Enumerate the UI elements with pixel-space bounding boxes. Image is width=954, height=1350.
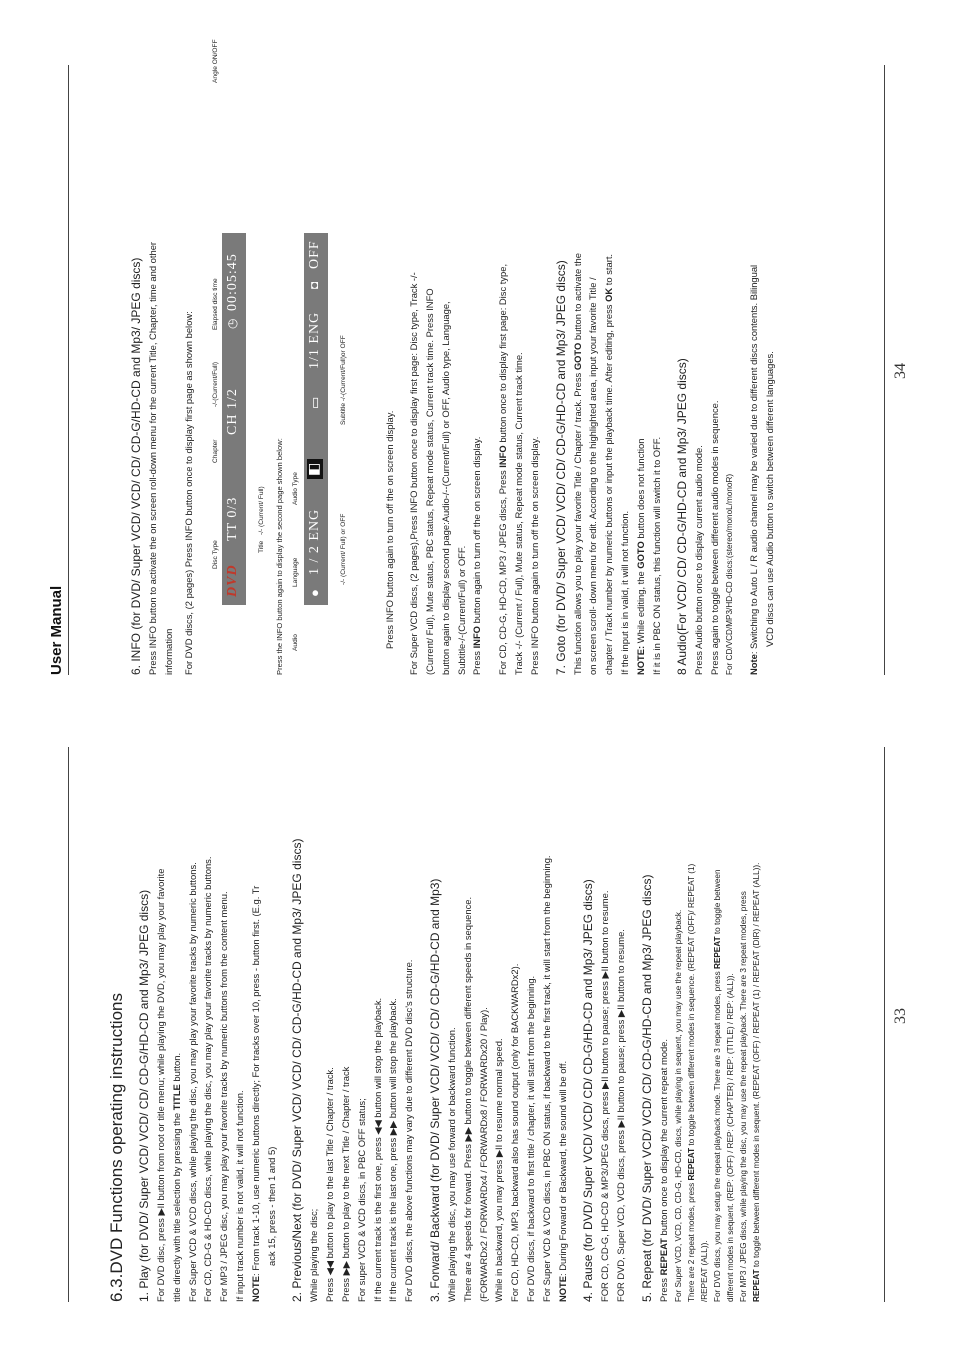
fwdbwd-line: While playing the disc, you may use forward or backward function. bbox=[445, 1027, 457, 1302]
audio-type-icon: ◧ bbox=[307, 459, 323, 479]
play-line: If input track number is not valid, it will not function. bbox=[233, 1090, 245, 1302]
osd-first-page bbox=[222, 233, 246, 605]
play-note: NOTE: From track 1-10, use numeric buttons directly; For tracks over 10, press - button first. (E.g. Tr bbox=[249, 885, 261, 1302]
bottom-rule bbox=[884, 65, 885, 675]
info-more-line: Press INFO button again to turn off the on screen display. bbox=[384, 410, 396, 649]
repeat-line: For MP3 / JPEG discs, while playing the disc, you may use the repeat playback. There are 3 repeat modes, press bbox=[738, 891, 748, 1302]
info-heading: 6. INFO (for DVD/ Super VCD/ VCD/ CD/ CD-G/HD-CD and Mp3/ JPEG discs) bbox=[129, 257, 143, 675]
osd-diagram bbox=[200, 35, 376, 675]
label-audio: Audio bbox=[292, 634, 300, 651]
osd-angle: OFF bbox=[307, 240, 323, 269]
pause-line: FOR DVD, Super VCD, VCD discs, press ▶II button to pause; press ▶II button to resume. bbox=[615, 929, 627, 1302]
second-page-caption: Press the INFO button again to display the second page shown below: bbox=[275, 438, 285, 675]
osd-title: TT 0/3 bbox=[225, 496, 241, 541]
prevnext-heading: 2. Previous/Next (for DVD/ Super VCD/ VCD/ CD/ CD-G/HD-CD and Mp3/ JPEG discs) bbox=[290, 838, 305, 1302]
info-more-line: Press INFO button again to turn off the on screen display. bbox=[471, 436, 483, 675]
repeat-line: For DVD discs, you may setup the repeat playback mode. There are 3 repeat modes, press REPEAT to toggle between bbox=[712, 869, 722, 1302]
label-title-range: -/- (Current/ Full) bbox=[258, 486, 266, 535]
pause-line: FOR CD, CD-G, HD-CD & MP3/JPEG discs, press ▶II button to pause; press ▶II button to resume. bbox=[599, 890, 611, 1302]
osd-time: 00:05:45 bbox=[225, 253, 241, 311]
goto-line: This function allows you to play your favorite Title / Chapter / track. Press GOTO button to activate the bbox=[571, 253, 583, 675]
osd-second-page bbox=[304, 233, 328, 605]
audio-line: For CD/VCD/MP3/HD-CD discs:(stereo/monoL/monoR) bbox=[724, 473, 734, 675]
audio-line: Press again to toggle between different audio modes in sequence. bbox=[709, 400, 721, 675]
fwdbwd-line: For CD, HD-CD, MP3, backward also has sound output (only for BACKWARDx2). bbox=[509, 963, 521, 1302]
goto-line: on screen scroll- down menu for edit. According to the highlighted area, input your favorite Title / bbox=[587, 277, 599, 675]
page-number: 33 bbox=[892, 1008, 909, 1024]
audio-line: Press Audio button once to display current audio mode. bbox=[693, 445, 705, 675]
bottom-rule bbox=[884, 747, 885, 1302]
prevnext-line: For DVD discs, the above functions may vary due to different DVD disc's structure. bbox=[403, 959, 415, 1302]
play-line: title directly with title selection by pressing the TITLE button. bbox=[170, 1052, 182, 1302]
info-line: For DVD discs, (2 pages) Press INFO button once to display first page as shown below: bbox=[182, 311, 194, 675]
section-main-title: 6.3.DVD Functions operating instructions bbox=[107, 993, 126, 1302]
play-heading: 1. Play (for DVD/ Super VCD/ VCD/ CD/ CD-G/HD-CD and Mp3/ JPEG discs) bbox=[137, 889, 151, 1302]
label-chapter-range: -/-(Current/Full) bbox=[212, 361, 220, 407]
info-line: information bbox=[162, 628, 174, 675]
pause-heading: 4. Pause (for DVD/ Super VCD/ VCD/ CD/ CD-G/HD-CD and Mp3/ JPEG discs) bbox=[581, 879, 596, 1302]
audio-note-cont: VCD discs can use Audio button to switch between different languages. bbox=[763, 351, 775, 647]
info-more-line: button again to display second page:Audio-/--(Current/Full) or OFF, Audio type, Language, bbox=[439, 301, 451, 675]
audio-disc-icon: ● bbox=[307, 588, 323, 597]
label-disc-type: Disc Type bbox=[212, 540, 220, 569]
prevnext-line: While playing the disc; bbox=[308, 1208, 320, 1302]
info-more-line: Subtitle-/-(Current/Full) or OFF. bbox=[455, 545, 467, 675]
repeat-line: Press REPEAT button once to display the current repeat mode. bbox=[657, 1038, 669, 1302]
label-chapter: Chapter bbox=[212, 439, 220, 463]
page-34-body bbox=[128, 35, 778, 675]
page-33-body bbox=[136, 702, 763, 1302]
info-more-line: (Current/ Full), Mute status, PBC status, Repeat mode status, Current track time. Press INFO bbox=[423, 288, 435, 675]
osd-audio: 1 / 2 ENG bbox=[307, 508, 323, 575]
play-line: For Super VCD & VCD discs, while playing the disc, you may play your favorite tracks by numeric buttons. bbox=[186, 862, 198, 1302]
label-audio-type: Audio Type bbox=[292, 472, 300, 505]
osd-chapter: CH 1/2 bbox=[225, 388, 241, 435]
top-rule bbox=[68, 65, 69, 675]
fwdbwd-line: (FORWARDx2 / FORWARDx4 / FORWARDx8 / FORWARDx20 / Play). bbox=[477, 1007, 489, 1302]
label-elapsed: Elapsed disc time bbox=[212, 278, 220, 330]
page-33 bbox=[0, 675, 954, 1350]
prevnext-line: If the current track is the first one, press ◀◀ button will stop the playback. bbox=[371, 997, 383, 1302]
repeat-line: different modes in sequent. (REP: (OFF) / REP: (CHAPTER) / REP: (TITLE) / REP: (ALL)). bbox=[725, 973, 735, 1302]
fwdbwd-line: There are 4 speeds for forward. Press ▶▶ button to toggle between different speeds in sequence. bbox=[461, 896, 473, 1302]
goto-line: chapter / Track number by numeric buttons or input the playback time. After editing, press OK to start. bbox=[603, 253, 615, 675]
label-subtitle-range: Subtitle -/-(Current/Full)or OFF bbox=[340, 335, 348, 425]
fwdbwd-heading: 3. Forward/ Backward (for DVD/ Super VCD/ VCD/ CD/ CD-G/HD-CD and Mp3) bbox=[427, 878, 442, 1302]
label-angle: Angle ON/OFF bbox=[212, 39, 220, 83]
info-more-line: For CD, CD-G, HD-CD, MP3 / JPEG discs, Press INFO button once to display first page: Disc type, bbox=[497, 263, 509, 675]
info-more-line: Press INFO button again to turn off the on screen display. bbox=[528, 436, 540, 675]
prevnext-line: Press ▶▶ button to play to the next Title / Chapter / track bbox=[339, 1066, 351, 1302]
goto-note: NOTE: While editing, the GOTO button does not function bbox=[634, 438, 646, 675]
clock-icon: ◷ bbox=[225, 317, 240, 329]
header-title: User Manual bbox=[48, 585, 65, 675]
prevnext-line: For super VCD & VCD discs, in PBC OFF status; bbox=[355, 1098, 367, 1302]
fwdbwd-line: For DVD discs, if backward to first title / chapter, it will start from the beginning. bbox=[524, 975, 536, 1302]
label-audio-range: -/- (Current/ Full) or OFF bbox=[340, 513, 348, 585]
repeat-line: REPEAT to toggle between different modes in sequent. (REPEAT (OFF) / REPEAT (1) / REPEAT (DIR) / REPEAT (ALL)). bbox=[751, 862, 761, 1302]
play-line: For CD, CD-G & HD-CD discs, while playing the disc, you may play your favorite tracks by numeric buttons. bbox=[202, 856, 214, 1302]
prevnext-line: Press ◀◀ button to play to the last Title / Chapter / track. bbox=[324, 1067, 336, 1302]
repeat-line: /REPEAT (ALL)). bbox=[699, 1240, 709, 1302]
goto-heading: 7. Goto (for DVD/ Super VCD/ VCD/ CD/ CD-G/HD-CD and Mp3/ JPEG discs) bbox=[553, 260, 568, 675]
info-more-line: Track -/- (Current / Full), Mute status, Repeat mode status, Current track time. bbox=[512, 352, 524, 675]
audio-note: Note: Switching to Auto L / R audio channel may be varied due to different discs contents. Bilingual bbox=[747, 264, 759, 675]
goto-line: If it is in PBC ON status, this function will switch it to OFF. bbox=[650, 436, 662, 675]
subtitle-icon: ▭ bbox=[307, 395, 323, 409]
camera-icon: ◘ bbox=[307, 280, 322, 289]
info-line: Press INFO button to activate the on screen roll-down menu for the current Title, Chapter, time and other bbox=[147, 241, 158, 675]
info-more-line: For Super VCD discs, (2 pages),Press INFO button once to display first page: Disc type, Track -/- bbox=[408, 272, 420, 675]
repeat-line: For Super VCD, VCD, CD, CD-G, HD-CD, discs, while playing in sequent, you may use the repeat playback. bbox=[673, 909, 683, 1302]
play-line: For DVD disc, press ▶II button from root or title menu; while playing the DVD, you may play your favorite bbox=[155, 868, 166, 1302]
prevnext-line: If the current track is the last one, press ▶▶ button will stop the playback. bbox=[387, 998, 399, 1302]
fwdbwd-line: While in backward, you may press ▶II to resume normal speed. bbox=[493, 1038, 505, 1302]
osd-subtitle: 1/1 ENG bbox=[307, 311, 323, 369]
top-rule bbox=[68, 747, 69, 1302]
audio-heading: 8 Audio(For VCD/ CD/ CD-G/HD-CD and Mp3/ JPEG discs) bbox=[675, 358, 690, 675]
label-title: Title bbox=[258, 540, 266, 553]
play-line: For MP3 / JPEG disc, you may play your favorite tracks by numeric buttons from the content menu. bbox=[218, 891, 230, 1302]
label-language: Language bbox=[292, 557, 300, 587]
play-note-cont: ack 15, press - then 1 and 5) bbox=[265, 1146, 277, 1266]
dvd-logo: DVD bbox=[225, 564, 241, 597]
fwdbwd-line: For Super VCD & VCD discs, in PBC ON status, if backward to the first track, it will start from the beginning. bbox=[540, 855, 552, 1302]
goto-line: If the input is in valid, it will not function. bbox=[618, 510, 630, 675]
repeat-line: There are 2 repeat modes, press REPEAT to toggle between different modes in sequence. (REPEAT (OFF)/ REPEAT (1) bbox=[686, 863, 696, 1302]
repeat-heading: 5. Repeat (for DVD/ Super VCD/ VCD/ CD/ CD-G/HD-CD and Mp3/ JPEG discs) bbox=[639, 874, 654, 1302]
fwdbwd-note: NOTE: During Forward or Backward, the sound will be off. bbox=[556, 1060, 568, 1302]
page-number: 34 bbox=[892, 363, 909, 379]
